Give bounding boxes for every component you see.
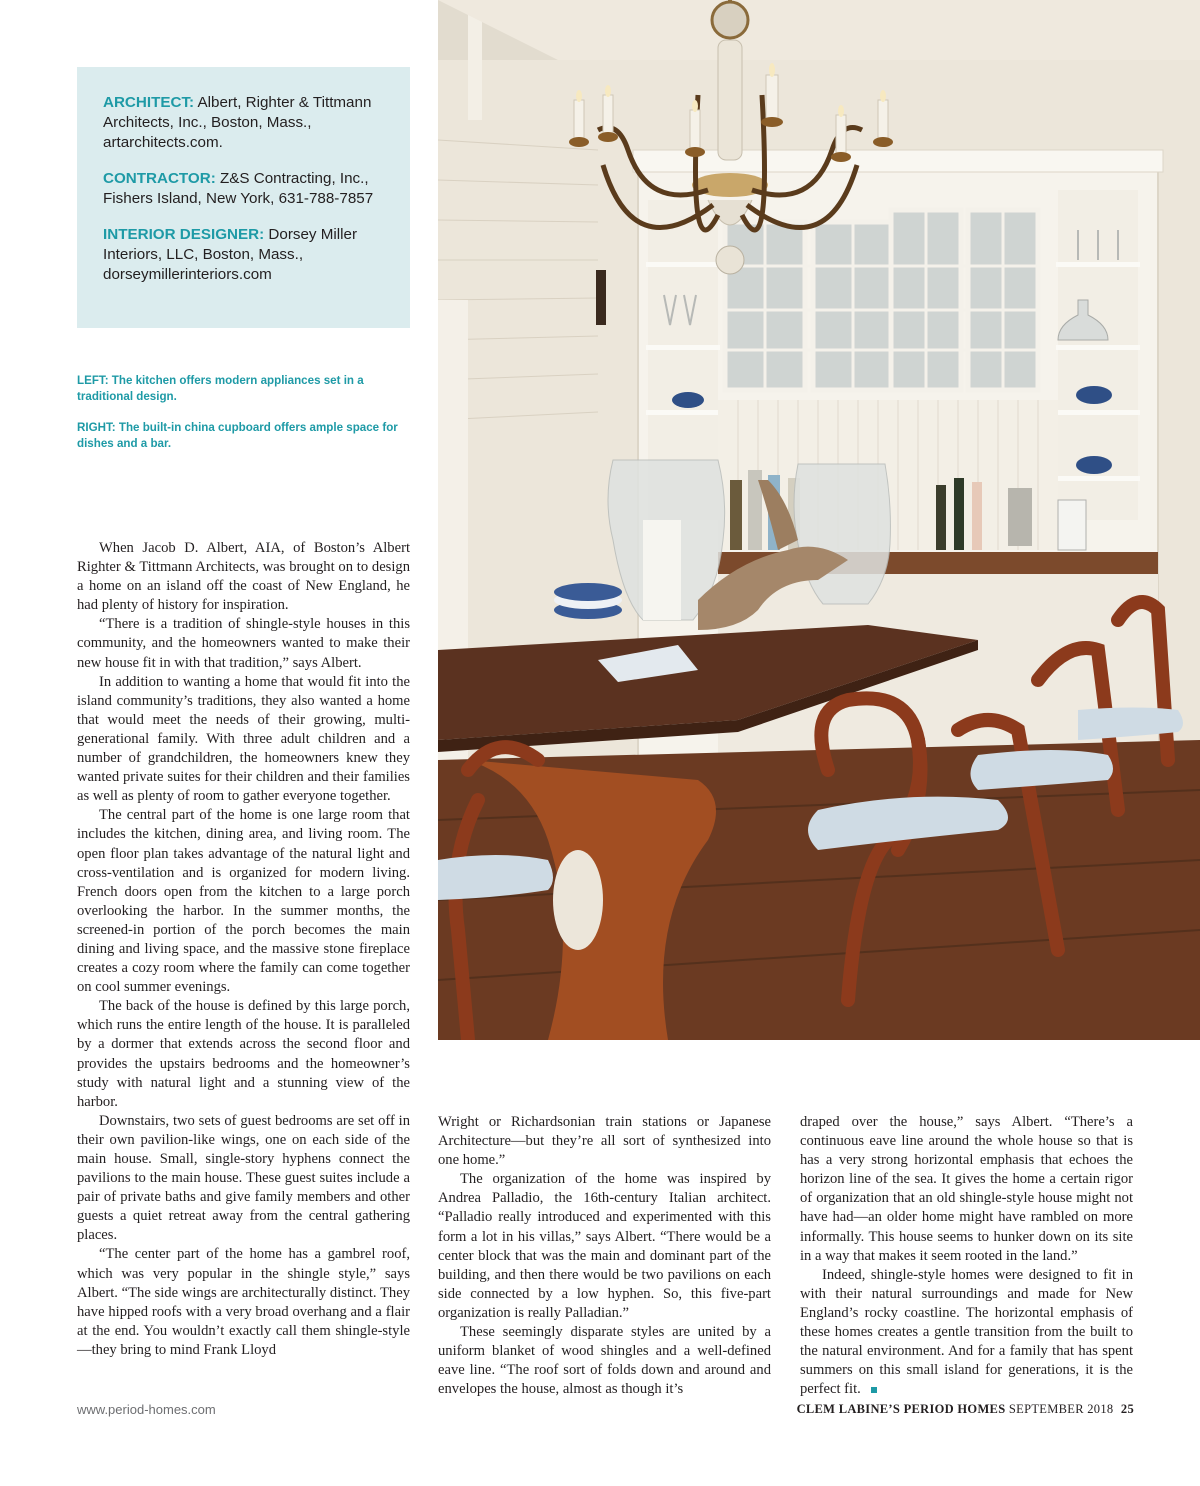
paragraph: In addition to wanting a home that would fit into the island community’s traditions, they also wanted a home that would meet the needs of their growing, multi-generational family. With three adult children and a number of grandchildren, the homeowners knew they wanted private suites for their children and their families as well as plenty of room to gather everyone together. (77, 673, 410, 805)
paragraph: Wright or Richardsonian train stations or Japanese Architecture—but they’re all sort of synthesized into one home.” (438, 1114, 771, 1169)
caption-right: RIGHT: The built-in china cupboard offers ample space for dishes and a bar. (77, 421, 398, 450)
paragraph-text: Indeed, shingle-style homes were designed to fit in with their natural surroundings and made for New England’s rocky coastline. The horizontal emphasis of these homes creates a gentle transition from the built to the natural environment. And for a family that has spent summers on this small island for generations, it is the perfect fit. (800, 1266, 1133, 1398)
article-column-2 (438, 1113, 771, 1399)
credit-label: CONTRACTOR: (103, 170, 216, 187)
credit-label: INTERIOR DESIGNER: (103, 226, 265, 243)
article-column-1 (77, 539, 410, 1360)
page-number: 25 (1120, 1402, 1134, 1416)
article-column-3 (800, 1113, 1133, 1399)
paragraph (800, 1266, 1133, 1400)
paragraph: “There is a tradition of shingle-style houses in this community, and the homeowners wanted to make their new house fit in with that tradition,” says Albert. (77, 616, 410, 671)
paragraph: The back of the house is defined by this large porch, which runs the entire length of the house. It is paralleled by a dormer that extends across the second floor and provides the upstairs bedrooms and the homeowner’s study with natural light and a stunning view of the harbor. (77, 998, 410, 1110)
caption-left: LEFT: The kitchen offers modern appliances set in a traditional design. (77, 374, 364, 403)
paragraph: draped over the house,” says Albert. “There’s a continuous eave line around the whole house so that is has a very strong horizontal emphasis that echoes the horizon line of the sea. It gives the home a certain rigor of organization that an old shingle-style house might not have had—an older home might have rambled on more informally. This house seems to hunker down on its site in a way that makes it seem rooted in the land.” (800, 1114, 1133, 1264)
magazine-name: CLEM LABINE’S PERIOD HOMES (796, 1402, 1006, 1416)
footer-url[interactable]: www.period-homes.com (77, 1402, 216, 1417)
paragraph: The organization of the home was inspired by Andrea Palladio, the 16th-century Italian architect. “Palladio really introduced and experimented with this form a lot in his villas,” says Albert. “There would be a center block that was the main and dominant part of the building, and then there would be two pavilions on each side connected by a low hyphen. So, this five-part organization is really Palladian.” (438, 1171, 771, 1321)
credit-interior-designer (103, 225, 392, 285)
paragraph: The central part of the home is one large room that includes the kitchen, dining area, and living room. The open floor plan takes advantage of the natural light and cross-ventilation and is organized for modern living. French doors open from the kitchen to a large porch overlooking the harbor. In the summer months, the screened-in portion of the porch becomes the main dining and living space, and the massive stone fireplace creates a cozy room where the family can come together on cool summer evenings. (77, 807, 410, 996)
credit-architect (103, 93, 392, 153)
issue-date: SEPTEMBER 2018 (1008, 1402, 1114, 1416)
end-of-article-mark (871, 1387, 877, 1393)
credit-text: Dorsey Miller Interiors, LLC, Boston, Mass., dorseymillerinteriors.com (103, 226, 358, 283)
dining-room-illustration (438, 0, 1200, 1040)
paragraph: Downstairs, two sets of guest bedrooms are set off in their own pavilion-like wings, one on each side of the main house. Small, single-story hyphens connect the pavilions to the main house. These guest suites include a pair of private baths and give family members and other guests a quiet retreat away from the central gathering places. (77, 1112, 410, 1244)
credit-label: ARCHITECT: (103, 94, 195, 111)
credit-contractor (103, 169, 392, 209)
dining-room-photo (438, 0, 1200, 1040)
footer-folio (797, 1402, 1134, 1417)
credit-text: Z&S Contracting, Inc., Fishers Island, New York, 631-788-7857 (103, 170, 374, 207)
paragraph: When Jacob D. Albert, AIA, of Boston’s Albert Righter & Tittmann Architects, was brought on to design a home on an island off the coast of New England, he had plenty of history for inspiration. (77, 540, 410, 614)
paragraph: These seemingly disparate styles are united by a uniform blanket of wood shingles and a well-defined eave line. “The roof sort of folds down and around and envelopes the house, almost as though it’s (438, 1324, 771, 1398)
credit-text: Albert, Righter & Tittmann Architects, Inc., Boston, Mass., artarchitects.com. (103, 94, 372, 151)
photo-captions (77, 373, 412, 467)
credits-box (77, 67, 410, 328)
paragraph: “The center part of the home has a gambrel roof, which was very popular in the shingle style,” says Albert. “The side wings are architecturally distinct. They have hipped roofs with a very broad overhang and a flair at the end. You wouldn’t exactly call them shingle-style—they bring to mind Frank Lloyd (77, 1246, 410, 1358)
